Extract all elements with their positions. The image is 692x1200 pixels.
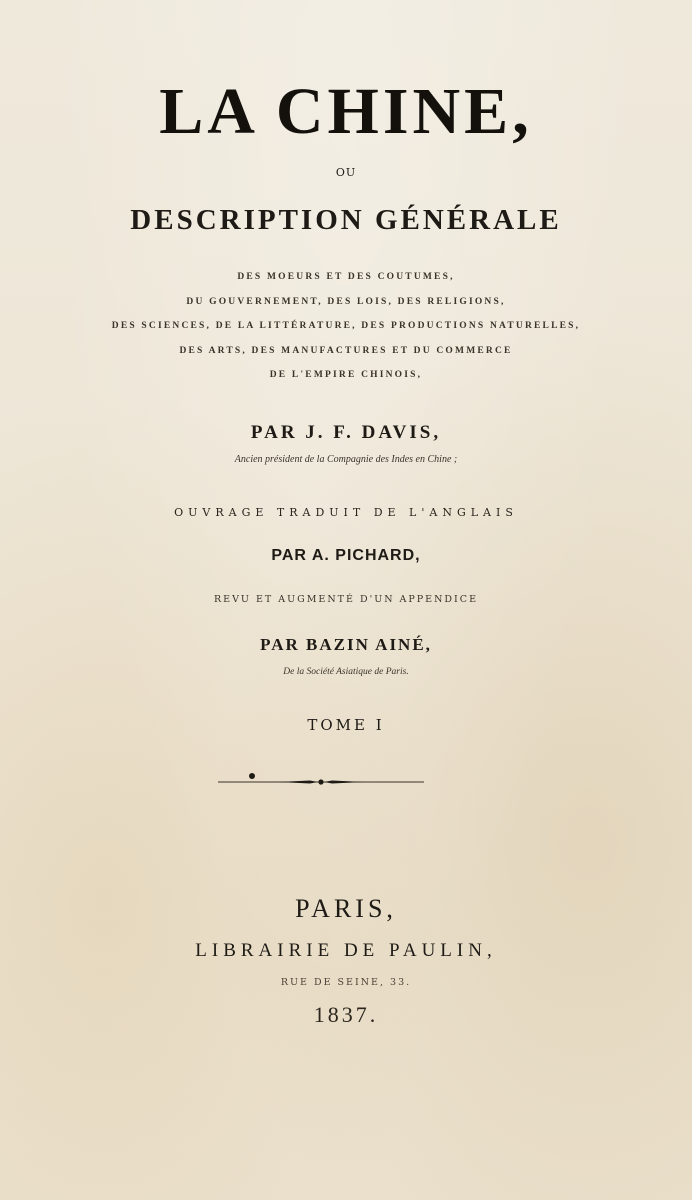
ornament-rule-icon <box>218 770 424 790</box>
book-subtitle: DESCRIPTION GÉNÉRALE <box>130 204 562 236</box>
author-line: PAR J. F. DAVIS, <box>250 422 442 443</box>
publisher-address: RUE DE SEINE, 33. <box>280 977 412 988</box>
appendix-note: De la Société Asiatique de Paris. <box>283 667 409 677</box>
book-title: LA CHINE, <box>159 75 533 148</box>
description-line: DU GOUVERNEMENT, DES LOIS, DES RELIGIONS, <box>186 297 506 307</box>
description-line: DES SCIENCES, DE LA LITTÉRATURE, DES PRODUCTIONS NATURELLES, <box>111 321 581 331</box>
description-line: DES ARTS, DES MANUFACTURES ET DU COMMERCE <box>179 346 513 356</box>
description-line: DES MOEURS ET DES COUTUMES, <box>237 272 455 282</box>
author-note: Ancien président de la Compagnie des Indes en Chine ; <box>234 454 458 465</box>
title-connector: OU <box>335 166 357 179</box>
publication-place: PARIS, <box>295 894 397 923</box>
translated-line: OUVRAGE TRADUIT DE L'ANGLAIS <box>174 506 518 519</box>
appendix-author-line: PAR BAZIN AINÉ, <box>260 635 432 654</box>
description-line: DE L'EMPIRE CHINOIS, <box>269 370 423 380</box>
volume-label: TOME I <box>307 716 385 734</box>
translator-line: PAR A. PICHARD, <box>271 547 421 564</box>
revised-line: REVU ET AUGMENTÉ D'UN APPENDICE <box>213 594 479 605</box>
publication-year: 1837. <box>313 1002 379 1027</box>
publisher: LIBRAIRIE DE PAULIN, <box>195 940 497 961</box>
